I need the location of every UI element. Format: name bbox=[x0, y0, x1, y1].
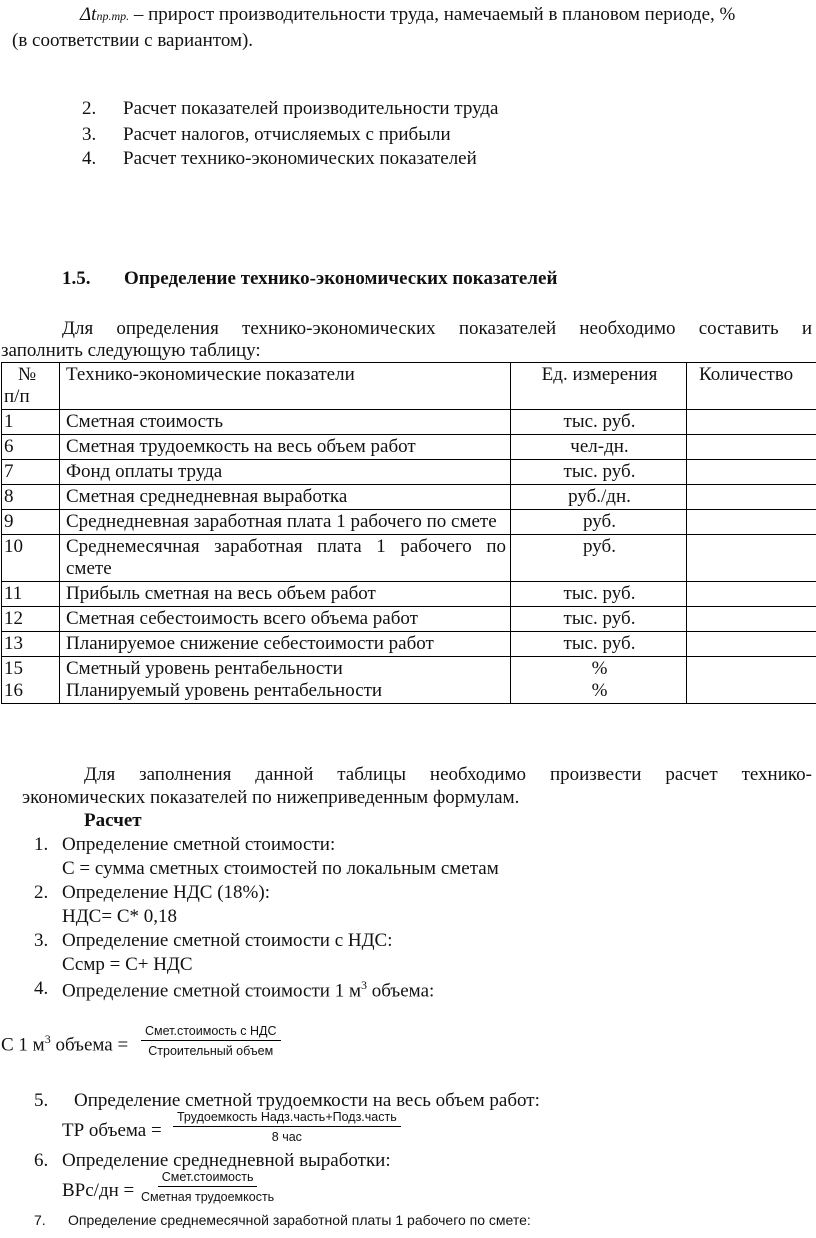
step-num: 1. bbox=[34, 834, 49, 855]
tech-econ-table bbox=[1, 362, 816, 704]
row-name: Фонд оплаты труда bbox=[60, 460, 511, 485]
table-row bbox=[2, 460, 816, 485]
header-unit: Ед. измерения bbox=[511, 363, 687, 410]
table-row bbox=[2, 485, 816, 510]
row-name: Сметная себестоимость всего объема работ bbox=[60, 607, 511, 632]
formula-c1m3-lhs bbox=[1, 1032, 128, 1056]
row-qty bbox=[687, 657, 816, 704]
row-name: Сметный уровень рентабельности Планируемый уровень рентабельности bbox=[60, 657, 511, 704]
para2-line-2: экономических показателей по нижеприведенным формулам. bbox=[22, 787, 520, 808]
fraction-c1m3 bbox=[141, 1024, 281, 1058]
step-text: Определение сметной стоимости с НДС: bbox=[62, 930, 393, 951]
table-row bbox=[2, 632, 816, 657]
row-qty bbox=[687, 607, 816, 632]
para1-line-1: Для определения технико-экономических показателей необходимо составить и bbox=[62, 318, 812, 339]
intro-text: – прирост производительности труда, намечаемый в плановом периоде, % bbox=[129, 4, 736, 25]
row-name: Среднемесячная заработная плата 1 рабочего по смете bbox=[60, 535, 511, 582]
step-text-sup: 3 bbox=[360, 978, 367, 992]
fraction-numerator: Смет.стоимость с НДС bbox=[141, 1024, 281, 1041]
row-num: 12 bbox=[2, 607, 60, 632]
step-num: 5. bbox=[34, 1090, 49, 1111]
row-num: 13 bbox=[2, 632, 60, 657]
table-row bbox=[2, 410, 816, 435]
intro-line-2: (в соответствии с вариантом). bbox=[12, 30, 254, 51]
intro-line-1 bbox=[80, 4, 735, 26]
section-title: Определение технико-экономических показателей bbox=[124, 268, 558, 289]
row-name: Сметная стоимость bbox=[60, 410, 511, 435]
step-formula: НДС= С* 0,18 bbox=[62, 906, 177, 927]
row-num: 1 bbox=[2, 410, 60, 435]
row-unit: тыс. руб. bbox=[511, 410, 687, 435]
row-num: 8 bbox=[2, 485, 60, 510]
row-unit: % % bbox=[511, 657, 687, 704]
table-row bbox=[2, 657, 816, 704]
row-num: 11 bbox=[2, 582, 60, 607]
row-qty bbox=[687, 485, 816, 510]
step-num: 7. bbox=[34, 1212, 46, 1228]
formula-lhs-part: объема = bbox=[50, 1034, 129, 1056]
header-num-sub: п/п bbox=[4, 386, 30, 407]
table-row bbox=[2, 435, 816, 460]
para2-line-1: Для заполнения данной таблицы необходимо произвести расчет технико- bbox=[84, 764, 812, 785]
row-unit: чел-дн. bbox=[511, 435, 687, 460]
list-item-text: Расчет технико-экономических показателей bbox=[123, 148, 477, 169]
row-qty bbox=[687, 435, 816, 460]
row-unit: тыс. руб. bbox=[511, 460, 687, 485]
step-num: 6. bbox=[34, 1150, 49, 1171]
header-num: № п/п bbox=[2, 363, 60, 410]
step-text: Определение среднедневной выработки: bbox=[62, 1150, 391, 1171]
list-item-num: 3. bbox=[82, 124, 97, 145]
table-header-row bbox=[2, 363, 816, 410]
row-num: 10 bbox=[2, 535, 60, 582]
list-item-text: Расчет налогов, отчисляемых с прибыли bbox=[123, 124, 451, 145]
delta-subscript: пр.тр. bbox=[96, 9, 130, 23]
section-number: 1.5. bbox=[62, 268, 91, 289]
formula-lhs-sup: 3 bbox=[44, 1032, 51, 1046]
row-name: Прибыль сметная на весь объем работ bbox=[60, 582, 511, 607]
row-num: 15 16 bbox=[2, 657, 60, 704]
calc-heading: Расчет bbox=[84, 810, 142, 831]
fraction-denominator: Сметная трудоемкость bbox=[141, 1190, 275, 1204]
list-item-num: 2. bbox=[82, 98, 97, 119]
header-qty: Количество bbox=[687, 363, 816, 410]
row-unit: тыс. руб. bbox=[511, 582, 687, 607]
fraction-denominator: Строительный объем bbox=[148, 1044, 274, 1058]
row-qty bbox=[687, 582, 816, 607]
step-num: 4. bbox=[34, 978, 49, 999]
table-row bbox=[2, 607, 816, 632]
fraction-numerator: Трудоемкость Надз.часть+Подз.часть bbox=[173, 1110, 401, 1127]
step-text: Определение среднемесячной заработной платы 1 рабочего по смете: bbox=[68, 1212, 531, 1228]
row-unit: тыс. руб. bbox=[511, 607, 687, 632]
row-name: Среднедневная заработная плата 1 рабочего по смете bbox=[60, 510, 511, 535]
row-qty bbox=[687, 510, 816, 535]
step-num: 3. bbox=[34, 930, 49, 951]
row-name: Сметная трудоемкость на весь объем работ bbox=[60, 435, 511, 460]
delta-symbol: Δt bbox=[80, 4, 97, 25]
step-text: Определение сметной стоимости: bbox=[62, 834, 336, 855]
step-num: 2. bbox=[34, 882, 49, 903]
table-row bbox=[2, 535, 816, 582]
table-row bbox=[2, 582, 816, 607]
formula-vr-lhs: ВРс/дн = bbox=[62, 1180, 135, 1201]
fraction-tr bbox=[173, 1110, 401, 1144]
para1-line-2: заполнить следующую таблицу: bbox=[1, 340, 261, 361]
row-unit: руб. bbox=[511, 510, 687, 535]
header-indicator: Технико-экономические показатели bbox=[60, 363, 511, 410]
step-text-part: Определение сметной стоимости 1 м bbox=[62, 980, 361, 1002]
fraction-vr bbox=[137, 1170, 278, 1204]
step-formula: Ссмр = С+ НДС bbox=[62, 954, 193, 975]
row-qty bbox=[687, 410, 816, 435]
row-num: 9 bbox=[2, 510, 60, 535]
formula-tr-lhs: ТР объема = bbox=[62, 1120, 162, 1141]
row-name: Сметная среднедневная выработка bbox=[60, 485, 511, 510]
row-qty bbox=[687, 460, 816, 485]
step-text: Определение сметной трудоемкости на весь объем работ: bbox=[74, 1090, 540, 1111]
row-unit: руб. bbox=[511, 535, 687, 582]
row-unit: руб./дн. bbox=[511, 485, 687, 510]
fraction-denominator: 8 час bbox=[271, 1130, 302, 1144]
row-qty bbox=[687, 632, 816, 657]
row-num: 7 bbox=[2, 460, 60, 485]
row-qty bbox=[687, 535, 816, 582]
list-item-text: Расчет показателей производительности труда bbox=[123, 98, 499, 119]
list-item-num: 4. bbox=[82, 148, 97, 169]
row-unit: тыс. руб. bbox=[511, 632, 687, 657]
table-row bbox=[2, 510, 816, 535]
step-formula: С = сумма сметных стоимостей по локальным сметам bbox=[62, 858, 499, 879]
step-text-part: объема: bbox=[366, 980, 435, 1002]
row-num: 6 bbox=[2, 435, 60, 460]
step-text: Определение НДС (18%): bbox=[62, 882, 270, 903]
formula-lhs-part: С 1 м bbox=[1, 1034, 45, 1056]
row-name: Планируемое снижение себестоимости работ bbox=[60, 632, 511, 657]
fraction-numerator: Смет.стоимость bbox=[158, 1170, 258, 1187]
step-text bbox=[62, 978, 434, 1002]
